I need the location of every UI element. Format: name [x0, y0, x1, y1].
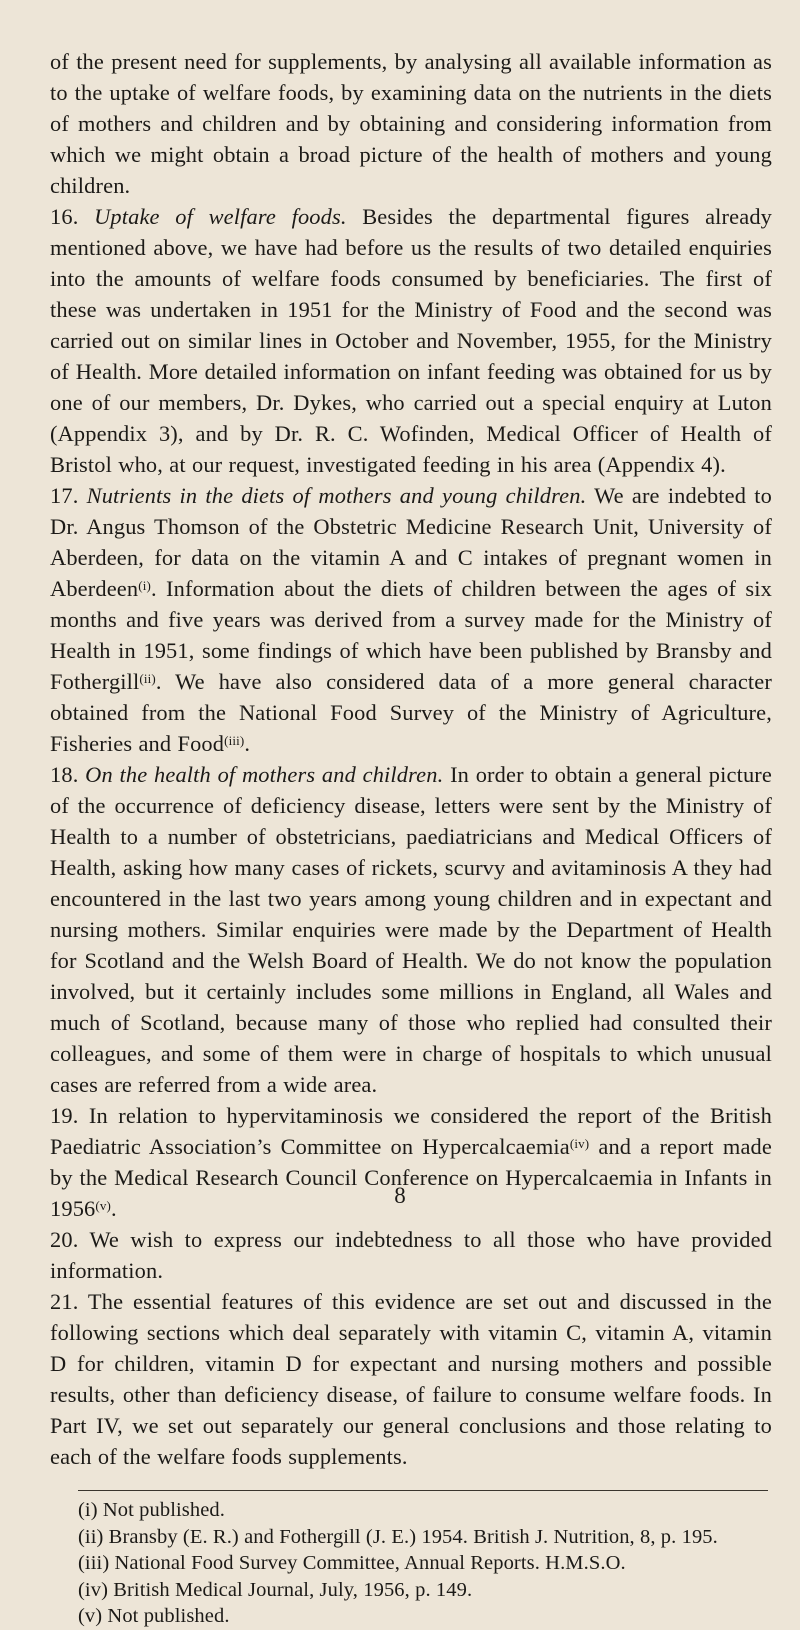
paragraph-21 — [50, 1286, 772, 1472]
paragraph-text: In relation to hypervitaminosis we considered the report of the British Paediatric Association’s Committee on Hypercalcaemia — [50, 1103, 772, 1159]
paragraph-number: 18. — [50, 762, 79, 787]
footnote-ii: (ii) Bransby (E. R.) and Fothergill (J. E.) 1954. British J. Nutrition, 8, p. 195. — [78, 1525, 718, 1548]
paragraph-heading: Uptake of welfare foods. — [94, 204, 347, 229]
paragraph-15-continued — [50, 46, 772, 201]
paragraph-text: We wish to express our indebtedness to all those who have provided information. — [50, 1227, 772, 1283]
paragraph-number: 21. — [50, 1289, 79, 1314]
footnotes — [78, 1497, 772, 1630]
paragraph-number: 16. — [50, 204, 79, 229]
footnote-iii: (iii) National Food Survey Committee, Annual Reports. H.M.S.O. — [78, 1552, 626, 1574]
paragraph-16 — [50, 201, 772, 480]
paragraph-17 — [50, 480, 772, 759]
paragraph-text: . We have also considered data of a more general character obtained from the National Food Survey of the Ministry of Agriculture, Fisheries and Food — [50, 669, 772, 756]
footnote-v: (v) Not published. — [78, 1605, 230, 1627]
paragraph-text: Besides the departmental figures already mentioned above, we have had before us the results of two detailed enquiries into the amounts of welfare foods consumed by beneficiaries. The first of these was undertaken in 1951 for the Ministry of Food and the second was carried out on similar lines in October and November, 1955, for the Ministry of Health. More detailed information on infant feeding was obtained for us by one of our members, Dr. Dykes, who carried out a special enquiry at Luton (Appendix 3), and by Dr. R. C. Wofinden, Medical Officer of Health of Bristol who, at our request, investigated feeding in his area (Appendix 4). — [50, 204, 773, 477]
page-number: 8 — [394, 1183, 406, 1208]
footnote-ref-v: (v) — [95, 1198, 111, 1213]
paragraph-18 — [50, 759, 772, 1100]
footnote-ref-i: (i) — [138, 578, 151, 593]
footnote-ref-iii: (iii) — [224, 733, 245, 748]
paragraph-text: of the present need for supplements, by analysing all available information as to the uptake of welfare foods, by examining data on the nutrients in the diets of mothers and children and by obtaining and considering information from which we might obtain a broad picture of the health of mothers and young children. — [50, 49, 772, 198]
footnote-divider — [78, 1490, 768, 1491]
paragraph-text: We are indebted to Dr. Angus Thomson of the Obstetric Medicine Research Unit, University of Aberdeen, for data on the vitamin A and C intakes of pregnant women in Aberdeen — [50, 483, 772, 601]
paragraph-heading: On the health of mothers and children. — [85, 762, 444, 787]
paragraph-text: In order to obtain a general picture of the occurrence of deficiency disease, letters were sent by the Ministry of Health to a number of obstetricians, paediatricians and Medical Officers of Health, asking how many cases of rickets, scurvy and avitaminosis A they had encountered in the last two years among young children and in expectant and nursing mothers. Similar enquiries were made by the Department of Health for Scotland and the Welsh Board of Health. We do not know the population involved, but it certainly includes some millions in England, all Wales and much of Scotland, because many of those who replied had consulted their colleagues, and some of them were in charge of hospitals to which unusual cases are referred from a wide area. — [50, 762, 772, 1097]
footnote-ref-iv: (iv) — [569, 1136, 590, 1151]
footnote-ref-ii: (ii) — [139, 671, 156, 686]
paragraph-number: 20. — [50, 1227, 79, 1252]
paragraph-text: . — [244, 731, 251, 756]
paragraph-number: 19. — [50, 1103, 79, 1128]
paragraph-number: 17. — [50, 483, 79, 508]
paragraph-20 — [50, 1224, 772, 1286]
paragraph-text: and a report made by the Medical Research Council Conference on Hypercalcaemia in Infants in 1956 — [50, 1134, 772, 1221]
paragraph-heading: Nutrients in the diets of mothers and young children. — [86, 483, 587, 508]
paragraph-text: The essential features of this evidence are set out and discussed in the following sections which deal separately with vitamin C, vitamin A, vitamin D for children, vitamin D for expectant and nursing mothers and possible results, other than deficiency disease, of failure to consume welfare foods. In Part IV, we set out separately our general conclusions and those relating to each of the welfare foods supplements. — [50, 1289, 772, 1469]
paragraph-text: . Information about the diets of children between the ages of six months and five years was derived from a survey made for the Ministry of Health in 1951, some findings of which have been published by Bransby and Fothergill — [50, 576, 772, 694]
footnote-iv: (iv) British Medical Journal, July, 1956, p. 149. — [78, 1578, 473, 1601]
paragraph-text: . — [111, 1196, 117, 1221]
document-page — [50, 46, 772, 1630]
footnote-i: (i) Not published. — [78, 1499, 225, 1521]
